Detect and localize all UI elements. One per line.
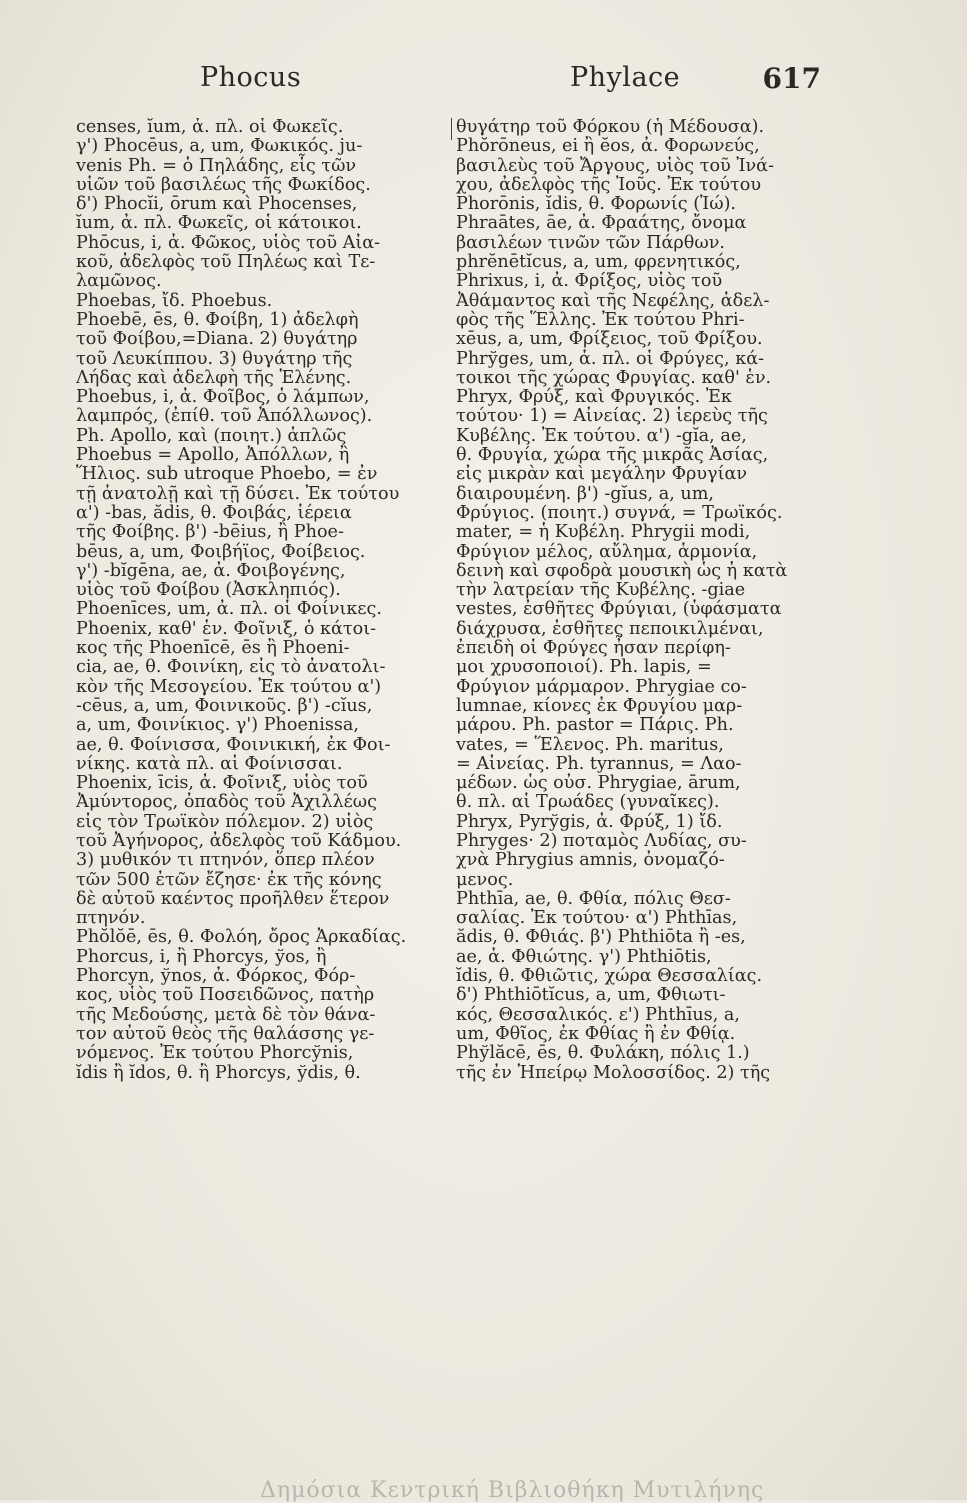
text-line: ĭdis, θ. Φθιῶτις, χώρα Θεσσαλίας. bbox=[456, 966, 763, 987]
text-line: κος τῆς Phoenīcē, ēs ἢ Phoeni- bbox=[76, 638, 350, 659]
text-line: τῶν 500 ἐτῶν ἔζησε· ἐκ τῆς κόνης bbox=[76, 869, 382, 890]
text-line: τοικοι τῆς χώρας Φρυγίας. καθ' ἑν. bbox=[456, 367, 772, 388]
text-line: Λήδας καὶ ἀδελφὴ τῆς Ἑλένης. bbox=[76, 367, 352, 388]
text-line: Phŏlŏē, ēs, θ. Φολόη, ὄρος Ἀρκαδίας. bbox=[76, 927, 407, 948]
text-line: phrĕnētĭcus, a, um, φρενητικός, bbox=[456, 252, 741, 273]
text-line: δὲ αὐτοῦ καέντος προῆλθεν ἕτερον bbox=[76, 888, 390, 909]
text-line: κός, Θεσσαλικός. ε') Phthīus, a, bbox=[456, 1004, 740, 1025]
left-column bbox=[76, 118, 452, 1083]
text-line: = Αἰνείας. Ph. tyrannus, = Λαο- bbox=[456, 753, 742, 774]
text-line: xēus, a, um, Φρίξειος, τοῦ Φρίξου. bbox=[456, 329, 763, 350]
text-line: εἰς τὸν Τρωϊκὸν πόλεμον. 2) υἱὸς bbox=[76, 811, 374, 832]
text-line: διάχρυσα, ἐσθῆτες πεποικιλμέναι, bbox=[456, 618, 764, 639]
text-line: βασιλεὺς τοῦ Ἄργους, υἱὸς τοῦ Ἰνά- bbox=[456, 155, 775, 176]
library-watermark: Δημόσια Κεντρική Βιβλιοθήκη Μυτιλήνης bbox=[260, 1478, 765, 1503]
text-line: τῇ ἀνατολῇ καὶ τῇ δύσει. Ἐκ τούτου bbox=[76, 483, 400, 504]
text-line: Phoenix, īcis, ἀ. Φοῖνιξ, υἱὸς τοῦ bbox=[76, 773, 368, 794]
text-line: τὴν λατρείαν τῆς Κυβέλης. -giae bbox=[456, 580, 746, 601]
text-line: χου, ἀδελφὸς τῆς Ἰοῦς. Ἐκ τούτου bbox=[456, 174, 762, 195]
text-line: vates, = Ἕλενος. Ph. maritus, bbox=[456, 734, 724, 755]
text-line: χνὰ Phrygius amnis, ὀνομαζό- bbox=[456, 850, 725, 871]
text-line: vestes, ἐσθῆτες Φρύγιαι, (ὑφάσματα bbox=[456, 599, 782, 620]
text-line: censes, ĭum, ἀ. πλ. οἱ Φωκεῖς. bbox=[76, 118, 344, 137]
text-line: Phrўges, um, ἀ. πλ. οἱ Φρύγες, κά- bbox=[456, 348, 765, 369]
text-line: a, um, Φοινίκιος. γ') Phoenissa, bbox=[76, 715, 359, 736]
text-line: κος, υἱὸς τοῦ Ποσειδῶνος, πατὴρ bbox=[76, 985, 375, 1006]
text-line: Phōcus, i, ἀ. Φῶκος, υἱὸς τοῦ Αἰα- bbox=[76, 232, 381, 253]
text-line: μενος. bbox=[456, 869, 514, 890]
text-line: υἱὸς τοῦ Φοίβου (Ἀσκληπιός). bbox=[76, 580, 341, 601]
text-line: bēus, a, um, Φοιβήϊος, Φοίβειος. bbox=[76, 541, 366, 562]
text-line: um, Φθῖος, ἐκ Φθίας ἢ ἐν Φθίᾳ. bbox=[456, 1023, 736, 1044]
text-line: Phryx, Pyrўgis, ἀ. Φρύξ, 1) ἴδ. bbox=[456, 811, 723, 832]
text-line: lumnae, κίονες ἐκ Φρυγίου μαρ- bbox=[456, 695, 743, 716]
text-line: θ. Φρυγία, χώρα τῆς μικρᾶς Ἀσίας, bbox=[456, 445, 769, 466]
text-line: Phryges· 2) ποταμὸς Λυδίας, συ- bbox=[456, 830, 747, 851]
text-line: τοῦ Λευκίππου. 3) θυγάτηρ τῆς bbox=[76, 348, 353, 369]
text-line: βασιλέων τινῶν τῶν Πάρθων. bbox=[456, 232, 725, 253]
text-line: Phoebas, ἴδ. Phoebus. bbox=[76, 290, 273, 311]
text-line: Phthīa, ae, θ. Φθία, πόλις Θεσ- bbox=[456, 888, 731, 909]
text-line: Phryx, Φρύξ, καὶ Φρυγικός. Ἐκ bbox=[456, 387, 732, 408]
text-line: Phoebē, ēs, θ. Φοίβη, 1) ἀδελφὴ bbox=[76, 309, 359, 330]
text-line: Phŏrōneus, ei ἢ ĕos, ἀ. Φορωνεύς, bbox=[456, 136, 760, 157]
text-line: λαμπρός, (ἐπίθ. τοῦ Ἀπόλλωνος). bbox=[76, 406, 373, 427]
text-line: Φρύγιον μάρμαρον. Phrygiae co- bbox=[456, 676, 747, 697]
text-line: τῆς Μεδούσης, μετὰ δὲ τὸν θάνα- bbox=[76, 1004, 376, 1025]
header-left-word: Phocus bbox=[200, 62, 302, 93]
text-line: -cēus, a, um, Φοινικοῦς. β') -cĭus, bbox=[76, 695, 373, 716]
text-line: διαιρουμένη. β') -gĭus, a, um, bbox=[456, 483, 714, 504]
text-line: Phorcyn, ўnos, ἀ. Φόρκος, Φόρ- bbox=[76, 966, 356, 987]
text-line: νόμενος. Ἐκ τούτου Phorcўnis, bbox=[76, 1043, 354, 1064]
text-line: δ') Phthiōtĭcus, a, um, Φθιωτι- bbox=[456, 985, 726, 1006]
text-line: Κυβέλης. Ἐκ τούτου. α') -gĭa, ae, bbox=[456, 425, 747, 446]
text-line: μέδων. ὡς οὐσ. Phrygiae, ārum, bbox=[456, 773, 741, 794]
text-line: Φρύγιος. (ποιητ.) συγνά, = Τρωϊκός. bbox=[456, 502, 783, 523]
text-line: ἐπειδὴ οἱ Φρύγες ἦσαν περίφη- bbox=[456, 638, 731, 659]
text-line: δεινὴ καὶ σφοδρὰ μουσικὴ ὡς ἡ κατὰ bbox=[456, 560, 788, 581]
text-line: Ἥλιος. sub utroque Phoebo, = ἐν bbox=[76, 464, 378, 485]
text-line: Phoenix, καθ' ἑν. Φοῖνιξ, ὁ κάτοι- bbox=[76, 618, 377, 639]
text-line: mater, = ἡ Κυβέλη. Phrygii modi, bbox=[456, 522, 751, 543]
text-line: ae, θ. Φοίνισσα, Φοινικική, ἐκ Φοι- bbox=[76, 734, 391, 755]
header-right-word: Phylace bbox=[570, 62, 681, 93]
column-divider bbox=[451, 118, 452, 140]
text-line: γ') -bĭgēna, ae, ἀ. Φοιβογένης, bbox=[76, 560, 346, 581]
text-line: ădis, θ. Φθιάς. β') Phthiōta ἢ -es, bbox=[456, 927, 746, 948]
text-line: κὸν τῆς Μεσογείου. Ἐκ τούτου α') bbox=[76, 676, 382, 697]
running-header bbox=[72, 62, 827, 102]
page-number: 617 bbox=[762, 62, 821, 95]
text-line: τῆς Φοίβης. β') -bēius, ἢ Phoe- bbox=[76, 522, 344, 543]
right-column bbox=[456, 118, 828, 1083]
text-line: Phorcus, i, ἢ Phorcys, ўos, ἢ bbox=[76, 946, 327, 967]
text-line: μοι χρυσοποιοί). Ph. lapis, = bbox=[456, 657, 712, 678]
text-line: πτηνόν. bbox=[76, 908, 146, 929]
text-line: Ἀμύντορος, ὀπαδὸς τοῦ Ἀχιλλέως bbox=[76, 792, 377, 813]
text-line: τον αὐτοῦ θεὸς τῆς θαλάσσης γε- bbox=[76, 1023, 375, 1044]
text-line: venis Ph. = ὁ Πηλάδης, εἷς τῶν bbox=[76, 155, 357, 176]
text-line: τοῦ Ἀγήνορος, ἀδελφὸς τοῦ Κάδμου. bbox=[76, 830, 402, 851]
text-line: Phrixus, i, ἀ. Φρίξος, υἱὸς τοῦ bbox=[456, 271, 723, 292]
text-line: θυγάτηρ τοῦ Φόρκου (ἡ Μέδουσα). bbox=[456, 118, 765, 137]
text-line: υἱῶν τοῦ βασιλέως τῆς Φωκίδος. bbox=[76, 174, 371, 195]
text-line: φὸς τῆς Ἕλλης. Ἐκ τούτου Phri- bbox=[456, 309, 745, 330]
text-line: τῆς ἐν Ἠπείρῳ Μολοσσίδος. 2) τῆς bbox=[456, 1062, 771, 1083]
text-line: μάρου. Ph. pastor = Πάρις. Ph. bbox=[456, 715, 734, 736]
text-line: ĭum, ἀ. πλ. Φωκεῖς, οἱ κάτοικοι. bbox=[76, 213, 362, 234]
text-line: Phorōnis, ĭdis, θ. Φορωνίς (Ἰώ). bbox=[456, 194, 737, 215]
text-line: Phoebus, i, ἀ. Φοῖβος, ὁ λάμπων, bbox=[76, 387, 370, 408]
text-line: σαλίας. Ἐκ τούτου· α') Phthīas, bbox=[456, 908, 738, 929]
text-line: Φρύγιον μέλος, αὔλημα, ἁρμονία, bbox=[456, 541, 758, 562]
text-line: cia, ae, θ. Φοινίκη, εἰς τὸ ἀνατολι- bbox=[76, 657, 386, 678]
text-line: Phoebus = Apollo, Ἀπόλλων, ἢ bbox=[76, 445, 350, 466]
text-line: Phoenīces, um, ἀ. πλ. οἱ Φοίνικες. bbox=[76, 599, 382, 620]
text-line: Ἀθάμαντος καὶ τῆς Νεφέλης, ἀδελ- bbox=[456, 290, 770, 311]
text-line: 3) μυθικόν τι πτηνόν, ὅπερ πλέον bbox=[76, 850, 375, 871]
text-line: θ. πλ. αἱ Τρωάδες (γυναῖκες). bbox=[456, 792, 720, 813]
text-line: ĭdis ἢ ĭdos, θ. ἢ Phorcys, ўdis, θ. bbox=[76, 1062, 361, 1083]
text-line: γ') Phocēus, a, um, Φωκικός. ju- bbox=[76, 136, 363, 157]
text-line: Ph. Apollo, καὶ (ποιητ.) ἁπλῶς bbox=[76, 425, 347, 446]
text-line: τοῦ Φοίβου,=Diana. 2) θυγάτηρ bbox=[76, 329, 358, 350]
text-line: λαμῶνος. bbox=[76, 271, 162, 292]
text-line: δ') Phocĭi, ōrum καὶ Phocenses, bbox=[76, 194, 358, 215]
text-line: εἰς μικρὰν καὶ μεγάλην Φρυγίαν bbox=[456, 464, 748, 485]
text-line: Phraātes, āe, ἀ. Φραάτης, ὄνομα bbox=[456, 213, 747, 234]
text-line: κοῦ, ἀδελφὸς τοῦ Πηλέως καὶ Τε- bbox=[76, 252, 376, 273]
text-line: Phўlăcē, ēs, θ. Φυλάκη, πόλις 1.) bbox=[456, 1043, 750, 1064]
text-line: τούτου· 1) = Αἰνείας. 2) ἱερεὺς τῆς bbox=[456, 406, 768, 427]
text-line: α') -bas, ădis, θ. Φοιβάς, ἱέρεια bbox=[76, 502, 352, 523]
text-line: νίκης. κατὰ πλ. αἱ Φοίνισσαι. bbox=[76, 753, 343, 774]
text-line: ae, ἀ. Φθιώτης. γ') Phthiōtis, bbox=[456, 946, 712, 967]
